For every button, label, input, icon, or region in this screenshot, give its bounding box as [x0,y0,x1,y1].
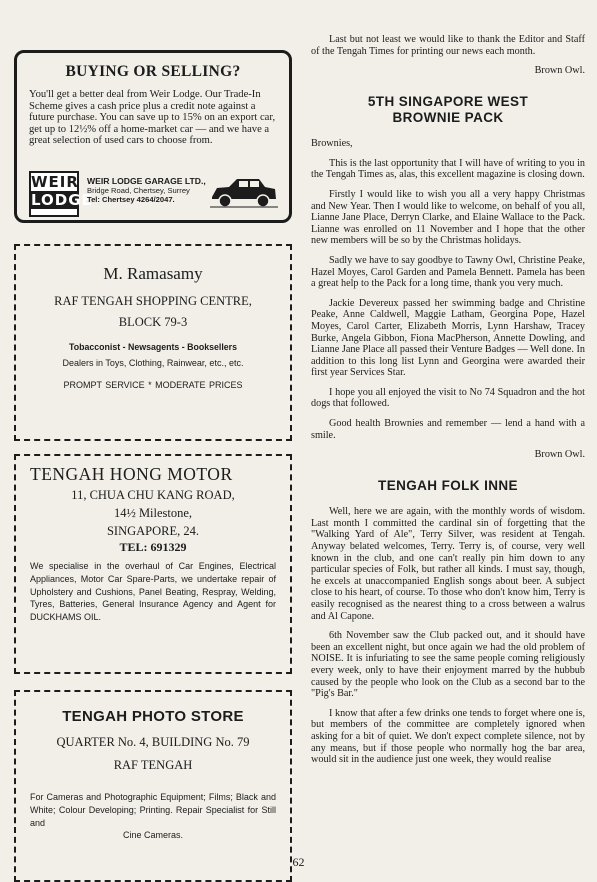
brownie-paragraph: Firstly I would like to wish you all a very happy Christmas and New Year. Then I would like to welcome, on behalf of you all, Lianne Jane Place, Derryn Clarke, and Elaine Wallace to the Pack. Lianne was enrolled on 11 November and I hope that the other new members will be so by the Christmas holidays. [311,188,585,247]
folk-paragraph: I know that after a few drinks one tends to forget where one is, but members of the committee are completely ignored when asking for a bit of quiet. We don't expect complete silence, not by any means, but if those people who normally hog the bar area, would sit in the audience just one week, they would realise [311,707,585,766]
advert-address-line: QUARTER No. 4, BUILDING No. 79 [56,735,250,749]
advert-description-end: Cine Cameras. [122,830,184,841]
advert-title: TENGAH PHOTO STORE [62,708,244,725]
folk-inne-heading: TENGAH FOLK INNE [378,478,518,494]
brownie-paragraph: Good health Brownies and remember — lend a hand with a smile. [311,418,585,441]
folk-paragraph: 6th November saw the Club packed out, and it should have been an excellent night, but once again we had the old problem of NOISE. It is infuriating to see the same people coming religiously every week, only to have their enjoyment marred by the hubbub caused by the people who look on the Club as a second bar to the "Pig's Bar." [311,630,585,700]
article-column [311,34,585,774]
advert-description [30,791,276,842]
brownie-paragraph: Jackie Devereux passed her swimming badge and Christine Peake, Anne Caldwell, Maggie Latham, Georgina Pope, Hazel Moyes, Carol Carter, Elizabeth Morris, Lynn Harshaw, Tracey Burke, Angela Gibbon, Fiona MacPherson, Annette Dowling, and Lianne Jane Place all passed their Venture Badges — Well done. In addition to this long list Lynn and Georgina were awarded their first year Services Star. [311,297,585,379]
page-number: 62 [292,855,305,869]
advert-address-2: 14½ Milestone, [113,506,193,520]
salutation: Brownies, [311,138,353,150]
brownie-paragraph: I hope you all enjoyed the visit to No 74 Squadron and the hot dogs that followed. [311,386,585,410]
weir-lodge-advert [14,50,292,223]
advert-description: We specialise in the overhaul of Car Engines, Electrical Appliances, Motor Car Spare-Parts, we undertake repair of Upholstery and Cushions, Panel Beating, Respray, Welding, Tyres, Batteries, General Insurance Agency and Agent for DUCKHAMS OIL. [30,561,276,623]
brownie-pack-heading [311,94,585,126]
heading-line-2: BROWNIE PACK [392,110,504,126]
advert-trades: Tobacconist - Newsagents - Booksellers [69,342,237,352]
advert-block-line: BLOCK 79-3 [118,315,188,329]
advert-address-3: SINGAPORE, 24. [106,524,200,538]
logo-line-1: WEIR [31,173,79,191]
advert-address-line: RAF TENGAH SHOPPING CENTRE, [54,294,252,308]
garage-telephone: Tel: Chertsey 4264/2047. [87,195,175,204]
intro-paragraph: Last but not least we would like to thank the Editor and Staff of the Tengah Times for printing our news each month. [311,34,585,57]
advert-body: You'll get a better deal from Weir Lodge. Our Trade-In Scheme gives a cash price plus a credit note against a future purchase. You can save up to 15% on an export car, get up to 12½% off a home-market car — and we have a great selection of used cars to choose from. [29,89,276,147]
advert-footer [29,171,279,217]
intro-signature: Brown Owl. [534,65,585,77]
advert-dealers: Dealers in Toys, Clothing, Rainwear, etc., etc. [62,358,244,368]
advert-address-1: 11, CHUA CHU KANG ROAD, [71,488,235,502]
advert-description-text: For Cameras and Photographic Equipment; Films; Black and White; Colour Developing; Printing. Repair Specialist for Still and [30,792,276,828]
hong-motor-advert [14,454,292,674]
weir-lodge-logo [29,171,93,217]
brownie-signature: Brown Owl. [534,449,585,461]
garage-address: Bridge Road, Chertsey, Surrey [87,186,190,195]
advert-title: TENGAH HONG MOTOR [30,464,233,484]
advert-location-line: RAF TENGAH [113,758,193,772]
advert-telephone: TEL: 691329 [119,540,187,554]
garage-details [87,177,206,204]
brownie-paragraph: Sadly we have to say goodbye to Tawny Owl, Christine Peake, Hazel Moyes, Carol Garden and Pamela Bennett. Pamela has been a great help to the Pack for a long time, thank you very much. [311,254,586,290]
advert-title: M. Ramasamy [103,264,203,283]
logo-line-2: LODGE [31,191,93,209]
brownie-paragraph: This is the last opportunity that I will have of writing to you in the Tengah Times as, alas, this excellent magazine is closing down. [311,157,585,181]
advert-title: BUYING OR SELLING? [65,63,241,80]
advert-slogan: PROMPT SERVICE * MODERATE PRICES [63,380,243,390]
photo-store-advert [14,690,292,882]
garage-name: WEIR LODGE GARAGE LTD., [87,176,206,186]
ramasamy-advert [14,244,292,441]
heading-line-1: 5TH SINGAPORE WEST [367,94,529,110]
folk-paragraph: Well, here we are again, with the monthly words of wisdom. Last month I committed the cardinal sin of forgetting that the "Walking Yard of Ale", Terry Silver, was resident at Tengah. Anyway belated welcomes, Terry. Terry is, of course, very well known in the club, and one can't really pin him down to any particular species of Folk, but rather all kinds. I must say, though, he excels at unaccompanied English songs about beer. A subject close to his heart, of course. To those who don't know him, Terry is easily recognised as the nearest thing to a cross between a walrus and Al Capone. [311,506,585,622]
car-icon [209,175,279,209]
